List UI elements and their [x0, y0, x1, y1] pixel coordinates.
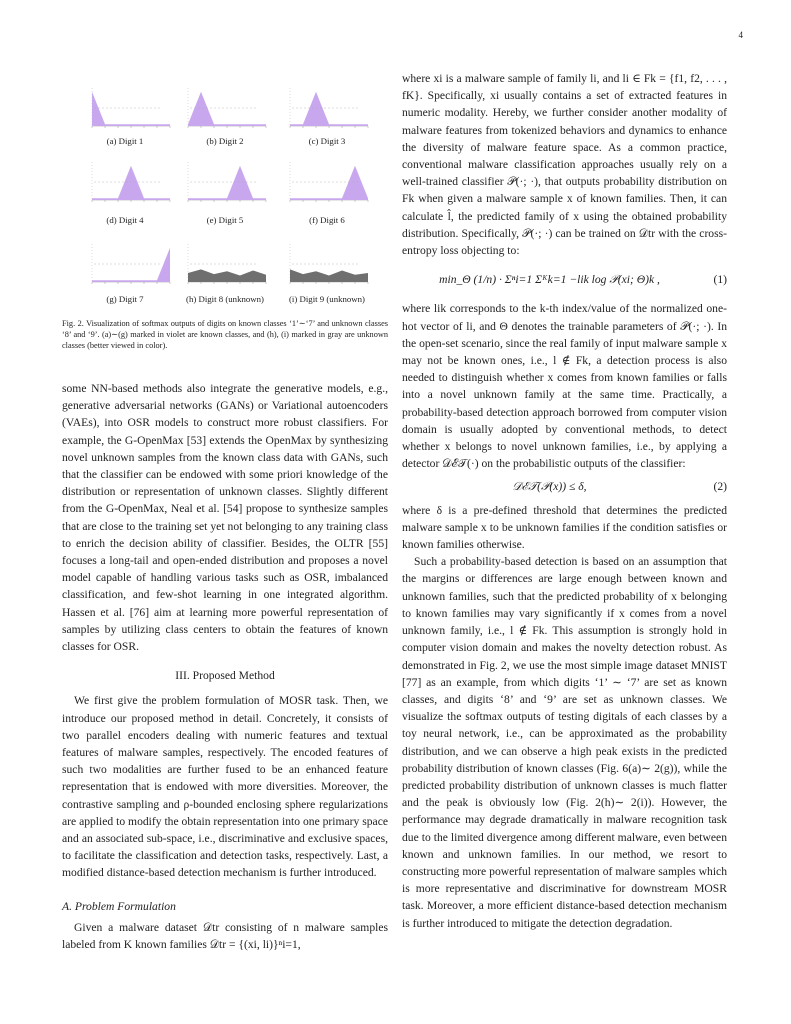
softmax-plot	[84, 160, 174, 206]
equation-body: 𝒟ℰ𝒯(𝒫(x)) ≤ δ,	[512, 480, 587, 494]
panel-i	[282, 242, 382, 290]
section-heading: III. Proposed Method	[175, 669, 275, 683]
panel-a	[84, 86, 184, 134]
distribution-area	[188, 92, 266, 126]
softmax-plot	[180, 160, 270, 206]
subcaption-h: (h) Digit 8 (unknown)	[186, 294, 264, 304]
distribution-area	[92, 166, 170, 200]
paragraph: We first give the problem formulation of MOSR task. Then, we introduce our proposed method in detail. Concretely, it consists of two parallel encoders dealing with numeric features and textual features of malware samples, respectively. The encoded features of such two modalities are further fused to be an enhanced feature representation that is endowed with more diversities. Moreover, the contrastive sampling and ρ-bounded enclosing sphere regularizations are applied to modify the obtain representation into one primary space and an associated sub-space, i.e., discriminative and exclusive spaces, to facilitate the classification and detection tasks, respectively. Last, a modified distance-based detection mechanism is further introduced.	[62, 694, 388, 880]
subcaption-e: (e) Digit 5	[206, 215, 244, 225]
softmax-plot	[84, 242, 174, 288]
panel-b	[180, 86, 280, 134]
equation-number: (1)	[713, 273, 727, 287]
subcaption-i: (i) Digit 9 (unknown)	[289, 294, 365, 304]
softmax-plot	[84, 86, 174, 132]
equation-2	[402, 478, 727, 495]
paragraph: where xi is a malware sample of family li, and li ∈ Fk = {f1, f2, . . . , fK}. Specifically, xi usually contains a set of extracted features in numeric modality. Hereby, we further consider another modality of malware features from tokenized behaviors and dynamics to enhance the diversity of malware feature space. As a common practice, conventional malware classification approaches usually rely on a well-trained classifier 𝒫(·; ·), that outputs probability distribution on Fk when given a malware sample x of known families. Then, it can calculate l̂, the predicted family of x using the obtained probability distribution. Specifically, 𝒫(·; ·) can be trained on 𝒟tr with the cross-entropy loss objecting to:	[402, 72, 727, 258]
distribution-area	[188, 269, 266, 282]
right-column	[402, 70, 727, 932]
subcaption-c: (c) Digit 3	[308, 136, 346, 146]
subcaption-f: (f) Digit 6	[309, 215, 345, 225]
subsection-heading: A. Problem Formulation	[62, 899, 176, 913]
distribution-area	[290, 92, 368, 126]
softmax-plot	[180, 242, 270, 288]
paragraph: Given a malware dataset 𝒟tr consisting of n malware samples labeled from K known families 𝒟tr = {(xi, li)}ⁿi=1,	[62, 920, 388, 952]
distribution-area	[290, 269, 368, 282]
paragraph: some NN-based methods also integrate the generative models, e.g., generative adversarial networks (GANs) or Variational autoencoders (VAEs), into OSR models to construct more robust classifiers. For example, the G-OpenMax [53] extends the OpenMax by synthesizing novel unknown samples from the known class data with GANs, such that the classifier can be endowed with some priori knowledge of the distribution or representation of unknown classes. Slightly different from the G-OpenMax, Neal et al. [54] propose to synthesize samples that are close to the training set yet not belonging to any training class to enrich the decision ability of classifier. Besides, the OLTR [55] focuses a long-tail and open-ended distribution and proposes a novel model capable of handling various tasks such as OSR, imbalanced classification, and few-shot learning in one integrated algorithm. Hassen et al. [76] aim at learning more powerful representation of samples by utilizing class centers to obtain the features of known classes for OSR.	[62, 382, 388, 654]
softmax-plot	[282, 86, 372, 132]
paragraph: Such a probability-based detection is based on an assumption that the margins or differences are large enough between known and unknown families, such that the predicted probability of x belonging to known families may vary significantly if x comes from a novel unknown family, i.e., l ∉ Fk. This assumption is strongly hold in computer vision domain and makes the novelty detection robust. As demonstrated in Fig. 2, we use the most simple image dataset MNIST [77] as an example, from which digits ‘1’ ∼ ‘7’ are set as known classes, and digits ‘8’ and ‘9’ are set as unknown classes. We visualize the softmax outputs of testing digitals of each classes by a toy neural network, i.e., can be approximated as the probability distribution, and we can observe a high peak exists in the predicted probability distribution of known classes (Fig. 6(a)∼ 2(g)), while the predicted probability distribution of unknown classes is much flatter and the peak is obviously low (Fig. 2(h)∼ 2(i)). However, the performance may degrade dramatically in malware recognition task due to the limited divergence among different malware, even between known and unknown families. In our method, we resort to constructing more powerful representation of malware samples which is more representative and discriminative for downstream MOSR task. Moreover, a more efficient distance-based detection mechanism is further introduced to mitigate the detection degradation.	[402, 555, 727, 930]
page-number: 4	[738, 30, 743, 40]
subcaption-b: (b) Digit 2	[206, 136, 244, 146]
panel-d	[84, 160, 184, 208]
paragraph: where δ is a pre-defined threshold that determines the predicted malware sample x to be unknown families if the condition satisfies or known families otherwise.	[402, 503, 727, 552]
equation-body: min_Θ (1/n) · Σⁿi=1 Σᴷk=1 −lik log 𝒫(xi; Θ)k ,	[439, 273, 660, 287]
panel-h	[180, 242, 280, 290]
distribution-area	[92, 92, 170, 126]
subcaption-a: (a) Digit 1	[106, 136, 144, 146]
equation-1	[402, 271, 727, 288]
softmax-plot	[282, 242, 372, 288]
panel-e	[180, 160, 280, 208]
paragraph: where lik corresponds to the k-th index/value of the normalized one-hot vector of li, and Θ denotes the trainable parameters of 𝒫(·; ·). In the open-set scenario, since the real family of input malware sample x may not be known ones, i.e., l ∉ Fk, a detection process is also needed to distinguish whether x comes from known families or falls into a novel unknown family at the same time. Practically, a probability-based detection approach borrowed from computer vision domain is usually adopted by conventional methods, to detect whether x belongs to novel unknown families, i.e., by applying a detector 𝒟ℰ𝒯(·) on the probabilistic outputs of the classifier:	[402, 302, 727, 471]
figure-caption: Fig. 2. Visualization of softmax outputs of digits on known classes ‘1’∼‘7’ and unknown classes ‘8’ and ‘9’. (a)∼(g) marked in violet are known classes, and (h), (i) marked in gray are unknown classes (better viewed in color).	[62, 319, 388, 350]
subcaption-d: (d) Digit 4	[106, 215, 144, 225]
distribution-area	[92, 248, 170, 282]
distribution-area	[188, 166, 266, 200]
left-column	[62, 380, 388, 953]
equation-number: (2)	[713, 480, 727, 494]
softmax-plot	[180, 86, 270, 132]
figure-2	[62, 80, 388, 312]
panel-g	[84, 242, 184, 290]
panel-f	[282, 160, 382, 208]
subcaption-g: (g) Digit 7	[106, 294, 144, 304]
distribution-area	[290, 166, 368, 200]
panel-c	[282, 86, 382, 134]
softmax-plot	[282, 160, 372, 206]
